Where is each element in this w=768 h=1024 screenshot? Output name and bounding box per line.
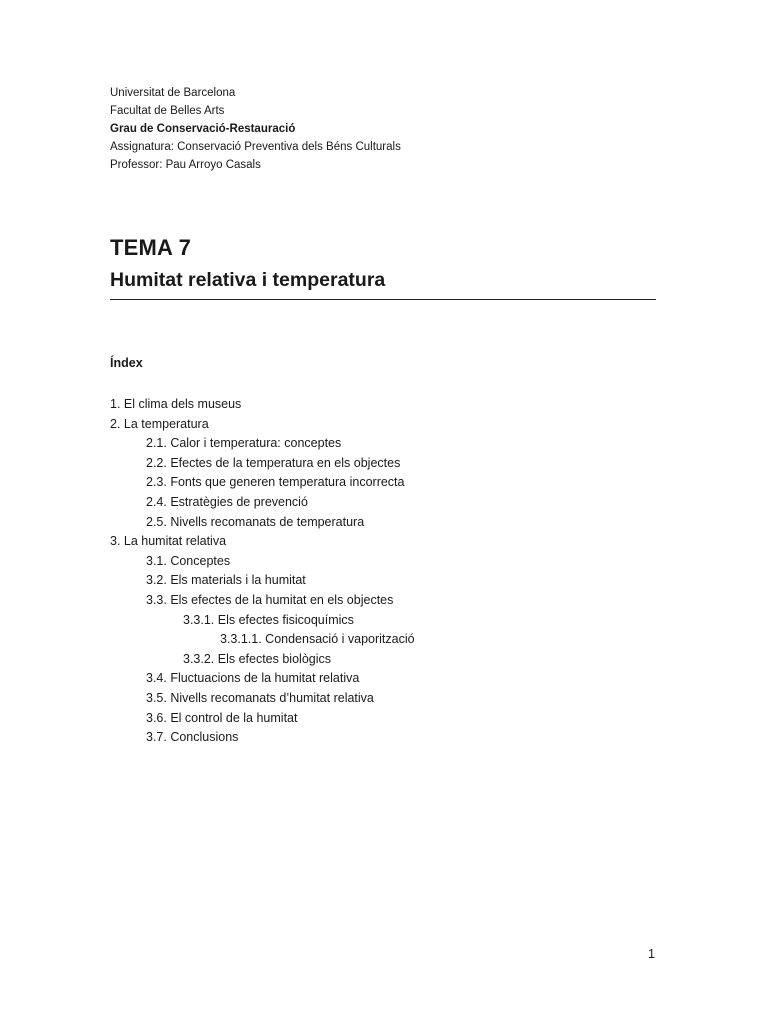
toc-item: 3.7. Conclusions — [146, 730, 239, 745]
toc-item: 3.4. Fluctuacions de la humitat relativa — [146, 671, 360, 686]
topic-title: Humitat relativa i temperatura — [110, 269, 386, 291]
toc-item: 3.3. Els efectes de la humitat en els objectes — [146, 592, 394, 607]
toc-item: 3.6. El control de la humitat — [146, 710, 298, 725]
toc-item: 2.4. Estratègies de prevenció — [146, 494, 308, 509]
faculty-line: Facultat de Belles Arts — [110, 105, 225, 117]
toc-item: 2.2. Efectes de la temperatura en els objectes — [146, 455, 401, 470]
toc-item: 2. La temperatura — [110, 416, 209, 431]
toc-item: 3.2. Els materials i la humitat — [146, 573, 306, 588]
index-heading: Índex — [110, 356, 143, 370]
topic-number: TEMA 7 — [110, 235, 192, 260]
subject-line: Assignatura: Conservació Preventiva dels Béns Culturals — [110, 141, 401, 153]
title-block — [110, 232, 656, 300]
toc-item: 2.1. Calor i temperatura: conceptes — [146, 436, 342, 451]
toc-item: 3.5. Nivells recomanats d’humitat relativa — [146, 690, 374, 705]
degree-line: Grau de Conservació-Restauració — [110, 123, 296, 135]
toc-item: 3.3.1. Els efectes fisicoquímics — [183, 612, 354, 627]
page-number: 1 — [648, 947, 655, 961]
document-header — [110, 84, 401, 174]
toc-item: 3.1. Conceptes — [146, 553, 231, 568]
toc-item: 3.3.1.1. Condensació i vaporització — [220, 632, 415, 647]
table-of-contents — [110, 395, 415, 748]
toc-item: 2.5. Nivells recomanats de temperatura — [146, 514, 365, 529]
toc-item: 3.3.2. Els efectes biològics — [183, 651, 331, 666]
title-divider — [110, 299, 656, 300]
toc-item: 2.3. Fonts que generen temperatura incorrecta — [146, 475, 405, 490]
university-line: Universitat de Barcelona — [110, 87, 236, 99]
toc-item: 3. La humitat relativa — [110, 534, 227, 549]
toc-item: 1. El clima dels museus — [110, 397, 242, 411]
professor-line: Professor: Pau Arroyo Casals — [110, 159, 261, 171]
